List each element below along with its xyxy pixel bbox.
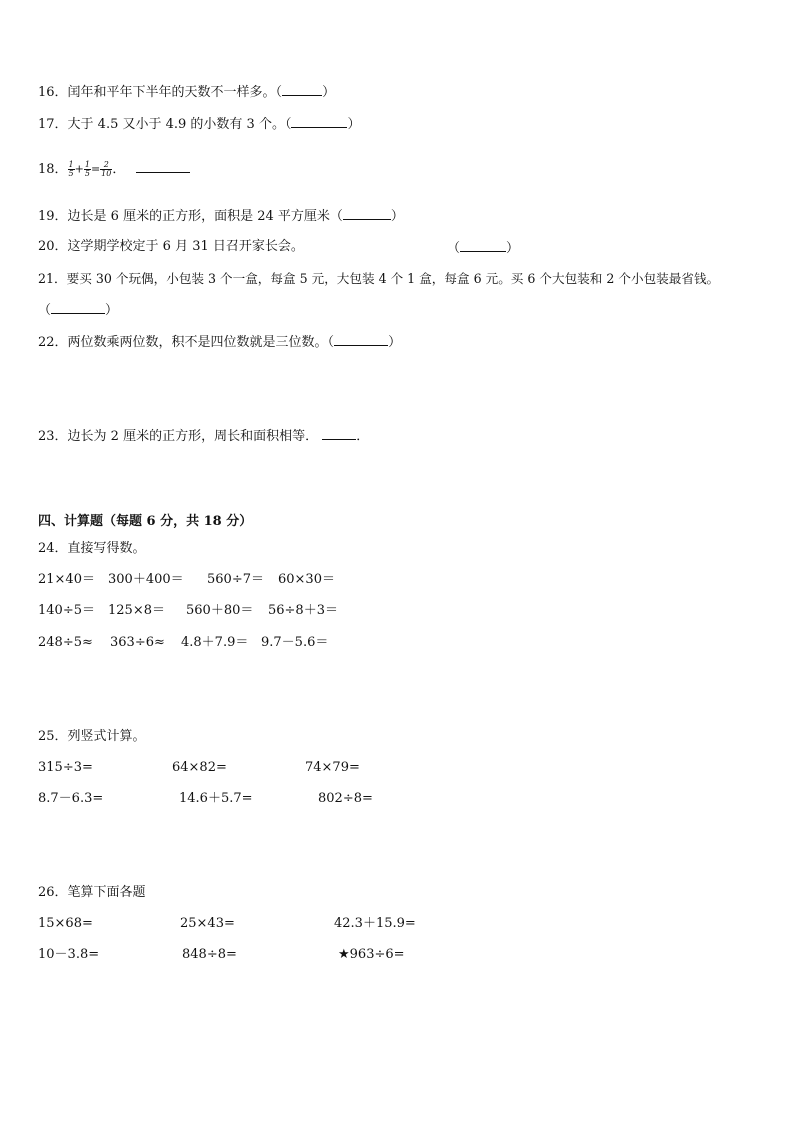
question-24-title: 24．直接写得数。 [38, 541, 146, 556]
q24-item: 363÷6≈ [110, 635, 165, 650]
q24-item: 560＋80＝ [186, 603, 254, 618]
paren-close: ） [347, 117, 361, 132]
question-21-answer [38, 301, 118, 319]
question-22 [38, 333, 401, 351]
fraction [100, 161, 112, 178]
paren-open: （ [447, 241, 461, 256]
q24-item: 56÷8＋3＝ [268, 603, 338, 618]
colon: ． [112, 162, 126, 177]
q24-item: 300＋400＝ [108, 572, 184, 587]
q25-item: 64×82= [172, 760, 227, 775]
question-text: 闰年和平年下半年的天数不一样多。（ [67, 85, 283, 100]
question-number: 16． [38, 85, 68, 100]
plus-sign: + [74, 162, 84, 176]
q24-item: 140÷5＝ [38, 603, 95, 618]
q26-item: ★963÷6= [338, 947, 405, 962]
question-23 [38, 427, 369, 445]
q25-item: 14.6＋5.7= [179, 791, 253, 806]
fraction-numerator: 2 [100, 161, 112, 170]
question-21 [38, 271, 719, 287]
paren-close: ） [506, 241, 520, 256]
answer-blank[interactable] [51, 301, 105, 314]
equals-sign: = [90, 162, 101, 176]
question-text: 要买 30 个玩偶，小包装 3 个一盒，每盒 5 元，大包装 4 个 1 盒，每盒 6 元。买 6 个大包装和 2 个小包装最省钱。 [66, 271, 720, 286]
fraction-denominator: 10 [101, 169, 112, 178]
question-text: 边长为 2 厘米的正方形，周长和面积相等． [67, 429, 319, 444]
end-mark: ． [356, 429, 370, 444]
question-18 [38, 160, 190, 178]
question-text: 大于 4.5 又小于 4.9 的小数有 3 个。（ [67, 117, 292, 132]
answer-blank[interactable] [343, 207, 391, 220]
paren-close: ） [105, 303, 119, 318]
answer-blank[interactable] [460, 239, 506, 252]
fraction [84, 161, 91, 178]
q24-item: 248÷5≈ [38, 635, 93, 650]
q24-item: 21×40＝ [38, 572, 95, 587]
question-number: 20． [38, 239, 68, 254]
question-number: 23． [38, 429, 68, 444]
paren-close: ） [388, 335, 402, 350]
question-number: 21． [38, 271, 67, 286]
fraction [68, 161, 75, 178]
fraction-denominator: 5 [84, 169, 90, 178]
question-number: 18． [38, 162, 68, 177]
q24-item: 4.8＋7.9＝ [181, 635, 249, 650]
question-text: 边长是 6 厘米的正方形，面积是 24 平方厘米（ [67, 209, 343, 224]
question-20 [38, 239, 304, 255]
question-number: 22． [38, 335, 68, 350]
q24-item: 60×30＝ [278, 572, 335, 587]
q26-item: 15×68= [38, 916, 93, 931]
fraction-denominator: 5 [68, 169, 74, 178]
q25-item: 802÷8= [318, 791, 373, 806]
question-number: 17． [38, 117, 68, 132]
q26-item: 25×43= [180, 916, 235, 931]
section-heading: 四、计算题（每题 6 分，共 18 分） [38, 514, 253, 529]
q24-item: 125×8＝ [108, 603, 165, 618]
question-text: 这学期学校定于 6 月 31 日召开家长会。 [67, 239, 304, 254]
question-17 [38, 115, 360, 133]
answer-blank[interactable] [291, 115, 347, 128]
paren-close: ） [390, 209, 404, 224]
question-20-answer [447, 239, 519, 257]
answer-blank[interactable] [334, 333, 388, 346]
answer-blank[interactable] [322, 427, 356, 440]
paren-close: ） [322, 85, 336, 100]
paren-open: （ [38, 303, 52, 318]
q26-item: 42.3＋15.9= [334, 916, 416, 931]
answer-blank[interactable] [136, 160, 190, 173]
q25-item: 315÷3= [38, 760, 93, 775]
answer-blank[interactable] [282, 83, 322, 96]
question-25-title: 25．列竖式计算。 [38, 729, 146, 744]
question-19 [38, 207, 404, 225]
question-16 [38, 83, 335, 101]
q26-item: 848÷8= [182, 947, 237, 962]
q25-item: 74×79= [305, 760, 360, 775]
q26-item: 10－3.8= [38, 947, 100, 962]
fraction-numerator: 1 [84, 160, 90, 169]
fraction-numerator: 1 [68, 160, 74, 169]
q24-item: 560÷7＝ [207, 572, 264, 587]
question-26-title: 26．笔算下面各题 [38, 885, 146, 900]
q25-item: 8.7－6.3= [38, 791, 104, 806]
q24-item: 9.7－5.6＝ [261, 635, 329, 650]
question-text: 两位数乘两位数，积不是四位数就是三位数。（ [67, 335, 335, 350]
question-number: 19． [38, 209, 68, 224]
